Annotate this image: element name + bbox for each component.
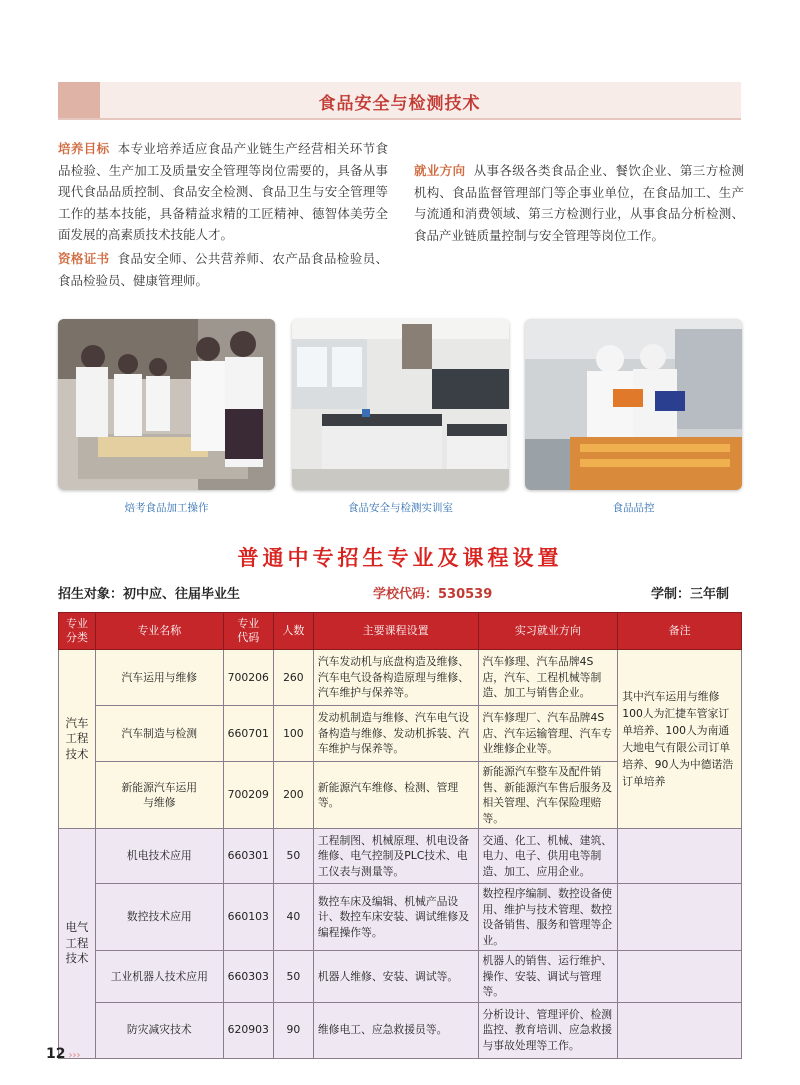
photo-caption-2: 食品安全与检测实训室 [348,502,453,514]
program-count: 40 [273,884,313,951]
page-number-value: 12 [46,1046,66,1062]
header-jobs: 实习就业方向 [478,613,618,650]
page-number [46,1046,80,1062]
enrollment-info-row [58,583,741,603]
program-jobs: 新能源汽车整车及配件销售、新能源汽车售后服务及相关管理、汽车保险理赔等。 [478,762,618,829]
program-jobs: 交通、化工、机械、建筑、电力、电子、供用电等制造、加工、应用企业。 [478,829,618,884]
table-row [59,650,742,706]
goal-paragraph [58,138,388,246]
program-courses: 新能源汽车维修、检测、管理等。 [313,762,478,829]
intro-left-column [58,138,388,291]
school-code: 学校代码：530539 [373,587,493,602]
job-text: 从事各级各类食品企业、餐饮企业、第三方检测机构、食品监督管理部门等企事业单位，在食品加工、生产与流通和消费领域、第三方检测行业，从事食品分析检测、食品产业链质量控制与安全管理等岗位工作。 [414,163,744,243]
program-courses: 工程制图、机械原理、机电设备维修、电气控制及PLC技术、电工仪表与测量等。 [313,829,478,884]
program-jobs: 汽车修理厂、汽车品牌4S店、汽车运输管理、汽车专业维修企业等。 [478,706,618,762]
section-title-bar [58,82,741,120]
program-name: 新能源汽车运用 与维修 [95,762,223,829]
quality-control-photo [525,319,742,490]
program-name: 汽车制造与检测 [95,706,223,762]
program-code: 620903 [223,1002,273,1058]
header-name: 专业名称 [95,613,223,650]
program-count: 90 [273,1002,313,1058]
remark-cell [618,1002,742,1058]
job-label: 就业方向 [414,163,466,178]
remark-cell: 其中汽车运用与维修100人为汇捷车管家订单培养、100人为南通大地电气有限公司订单培养、90人为中德诺浩订单培养 [618,650,742,829]
study-duration: 学制：三年制 [650,587,729,602]
enrollment-target: 招生对象：初中应、往届毕业生 [58,587,241,602]
program-count: 50 [273,829,313,884]
program-courses: 维修电工、应急救援员等。 [313,1002,478,1058]
program-jobs: 分析设计、管理评价、检测监控、教育培训、应急救援与事故处理等工作。 [478,1002,618,1058]
program-name: 工业机器人技术应用 [95,951,223,1003]
table-row [59,829,742,884]
table-row [59,951,742,1003]
category-cell: 汽车 工程 技术 [59,650,96,829]
cert-label: 资格证书 [58,250,110,266]
remark-cell [618,829,742,884]
program-jobs: 汽车修理、汽车品牌4S店，汽车、工程机械等制造、加工与销售企业。 [478,650,618,706]
header-code: 专业 代码 [223,613,273,650]
program-code: 700209 [223,762,273,829]
header-courses: 主要课程设置 [313,613,478,650]
program-title: 普通中专招生专业及课程设置 [237,545,563,570]
intro-right-column [414,160,744,246]
remark-cell [618,884,742,951]
job-paragraph [414,160,744,246]
header-category: 专业 分类 [59,613,96,650]
program-table [58,612,742,1059]
program-courses: 数控车床及编辑、机械产品设计、数控车床安装、调试维修及编程操作等。 [313,884,478,951]
cert-paragraph [58,248,388,291]
photo-caption-3: 食品品控 [612,502,655,514]
header-remarks: 备注 [618,613,742,650]
program-count: 100 [273,706,313,762]
chevron-right-icon: ››› [68,1050,81,1061]
program-name: 数控技术应用 [95,884,223,951]
program-code: 660301 [223,829,273,884]
table-row [59,1002,742,1058]
program-code: 660303 [223,951,273,1003]
goal-label: 培养目标 [58,141,110,156]
section-title: 食品安全与检测技术 [318,94,481,114]
program-count: 50 [273,951,313,1003]
remark-cell [618,951,742,1003]
photo-caption-1: 焙考食品加工操作 [124,502,209,514]
program-name: 防灾减灾技术 [95,1002,223,1058]
program-code: 660103 [223,884,273,951]
program-jobs: 数控程序编制、数控设备使用、维护与技术管理、数控设备销售、服务和管理等企业。 [478,884,618,951]
program-name: 汽车运用与维修 [95,650,223,706]
bakery-photo [58,319,275,490]
program-count: 260 [273,650,313,706]
program-count: 200 [273,762,313,829]
program-code: 660701 [223,706,273,762]
program-name: 机电技术应用 [95,829,223,884]
lab-photo [292,319,509,490]
category-cell: 电气 工程 技术 [59,829,96,1059]
goal-text: 本专业培养适应食品产业链生产经营相关环节食品检验、生产加工及质量安全管理等岗位需要的，具备从事现代食品品质控制、食品安全检测、食品卫生与安全管理等工作的基本技能，具备精益求精的工匠精神、德智体美劳全面发展的高素质技术技能人才。 [58,141,388,243]
program-courses: 发动机制造与维修、汽车电气设备构造与维修、发动机拆装、汽车维护与保养等。 [313,706,478,762]
cert-text: 食品安全师、公共营养师、农产品食品检验员、食品检验员、健康管理师。 [58,250,388,288]
program-code: 700206 [223,650,273,706]
table-header-row [59,613,742,650]
program-jobs: 机器人的销售、运行维护、操作、安装、调试与管理等。 [478,951,618,1003]
program-courses: 机器人维修、安装、调试等。 [313,951,478,1003]
table-row [59,884,742,951]
program-courses: 汽车发动机与底盘构造及维修、汽车电气设备构造原理与维修、汽车维护与保养等。 [313,650,478,706]
header-count: 人数 [273,613,313,650]
